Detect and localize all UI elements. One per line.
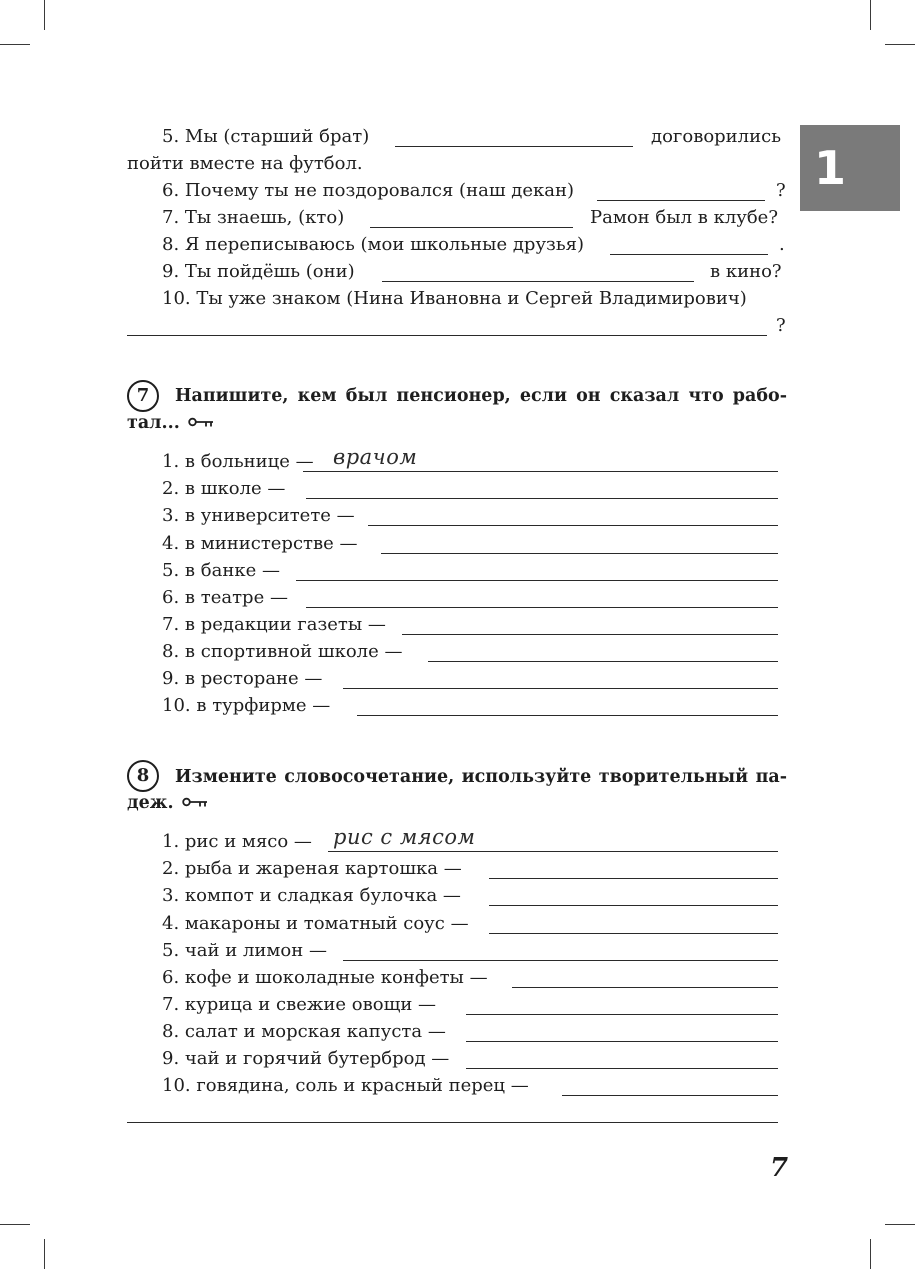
answer-blank[interactable] [489, 933, 778, 934]
example-answer: врачом [333, 445, 418, 469]
sentence-5-tail: договорились [651, 126, 781, 147]
answer-blank[interactable] [381, 553, 778, 554]
answer-blank[interactable] [303, 471, 778, 472]
sentence-8: 8. Я переписываюсь (мои школьные друзья) [162, 234, 585, 255]
task-7-item-6: 6. в театре — [162, 587, 288, 608]
answer-blank[interactable] [357, 715, 778, 716]
answer-blank[interactable] [395, 146, 633, 147]
task-8-instruction-cont [127, 790, 208, 817]
answer-blank[interactable] [489, 878, 778, 879]
answer-blank[interactable] [328, 851, 778, 852]
sentence-6: 6. Почему ты не поздоровался (наш декан) [162, 180, 575, 201]
task-7-instruction-end: тал... [127, 413, 180, 433]
answer-blank[interactable] [306, 607, 778, 608]
example-answer: рис с мясом [333, 825, 476, 849]
answer-blank[interactable] [343, 960, 778, 961]
sentence-6-tail: ? [776, 180, 786, 201]
task-7-item-7: 7. в редакции газеты — [162, 614, 386, 635]
key-icon [182, 790, 208, 817]
answer-blank[interactable] [512, 987, 778, 988]
task-8-item-5: 5. чай и лимон — [162, 940, 327, 961]
task-8-instruction-end: деж. [127, 793, 174, 813]
task-7-item-2: 2. в школе — [162, 478, 286, 499]
task-7-item-10: 10. в турфирме — [162, 695, 331, 716]
task-8-item-4: 4. макароны и томатный соус — [162, 913, 469, 934]
sentence-8-tail: . [779, 234, 785, 255]
answer-blank[interactable] [466, 1068, 778, 1069]
answer-blank[interactable] [562, 1095, 778, 1096]
answer-blank[interactable] [597, 200, 765, 201]
answer-blank[interactable] [466, 1041, 778, 1042]
crop-mark [44, 1239, 45, 1269]
crop-mark [0, 44, 30, 45]
sentence-7-tail: Рамон был в клубе? [590, 207, 778, 228]
task-8-item-6: 6. кофе и шоколадные конфеты — [162, 967, 488, 988]
crop-mark [885, 1224, 915, 1225]
answer-blank[interactable] [127, 1122, 778, 1123]
sentence-9-tail: в кино? [710, 261, 782, 282]
crop-mark [44, 0, 45, 30]
answer-blank[interactable] [466, 1014, 778, 1015]
task-8-number: 8 [127, 760, 159, 792]
task-7-item-3: 3. в университете — [162, 505, 355, 526]
crop-mark [870, 0, 871, 30]
crop-mark [870, 1239, 871, 1269]
task-8-item-9: 9. чай и горячий бутерброд — [162, 1048, 450, 1069]
answer-blank[interactable] [370, 227, 573, 228]
answer-blank[interactable] [296, 580, 778, 581]
task-7-number: 7 [127, 380, 159, 412]
crop-mark [0, 1224, 30, 1225]
sentence-7: 7. Ты знаешь, (кто) [162, 207, 345, 228]
task-8-item-7: 7. курица и свежие овощи — [162, 994, 437, 1015]
sentence-9: 9. Ты пойдёшь (они) [162, 261, 355, 282]
answer-blank[interactable] [402, 634, 778, 635]
task-7-item-4: 4. в министерстве — [162, 533, 358, 554]
task-7-item-9: 9. в ресторане — [162, 668, 323, 689]
task-8-item-3: 3. компот и сладкая булочка — [162, 885, 461, 906]
task-7-instruction: Напишите, кем был пенсионер, если он сказал что рабо- [175, 386, 787, 406]
task-7-item-5: 5. в банке — [162, 560, 280, 581]
task-8-item-2: 2. рыба и жареная картошка — [162, 858, 462, 879]
task-8-item-1: 1. рис и мясо — [162, 831, 312, 852]
task-8-item-10: 10. говядина, соль и красный перец — [162, 1075, 529, 1096]
answer-blank[interactable] [127, 335, 767, 336]
answer-blank[interactable] [428, 661, 778, 662]
key-icon [188, 410, 214, 437]
task-8-item-8: 8. салат и морская капуста — [162, 1021, 446, 1042]
chapter-tab: 1 [800, 125, 900, 211]
sentence-10-tail: ? [776, 315, 786, 336]
answer-blank[interactable] [306, 498, 778, 499]
answer-blank[interactable] [382, 281, 694, 282]
answer-blank[interactable] [610, 254, 768, 255]
task-7-item-8: 8. в спортивной школе — [162, 641, 403, 662]
task-7-item-1: 1. в больнице — [162, 451, 314, 472]
sentence-10: 10. Ты уже знаком (Нина Ивановна и Сергей Владимирович) [162, 288, 747, 309]
crop-mark [885, 44, 915, 45]
answer-blank[interactable] [489, 905, 778, 906]
task-7-instruction-cont [127, 410, 214, 437]
answer-blank[interactable] [368, 525, 778, 526]
page-number: 7 [770, 1153, 789, 1183]
sentence-5-cont: пойти вместе на футбол. [127, 153, 363, 174]
task-8-instruction: Измените словосочетание, используйте творительный па- [175, 767, 787, 787]
sentence-5: 5. Мы (старший брат) [162, 126, 370, 147]
answer-blank[interactable] [343, 688, 778, 689]
